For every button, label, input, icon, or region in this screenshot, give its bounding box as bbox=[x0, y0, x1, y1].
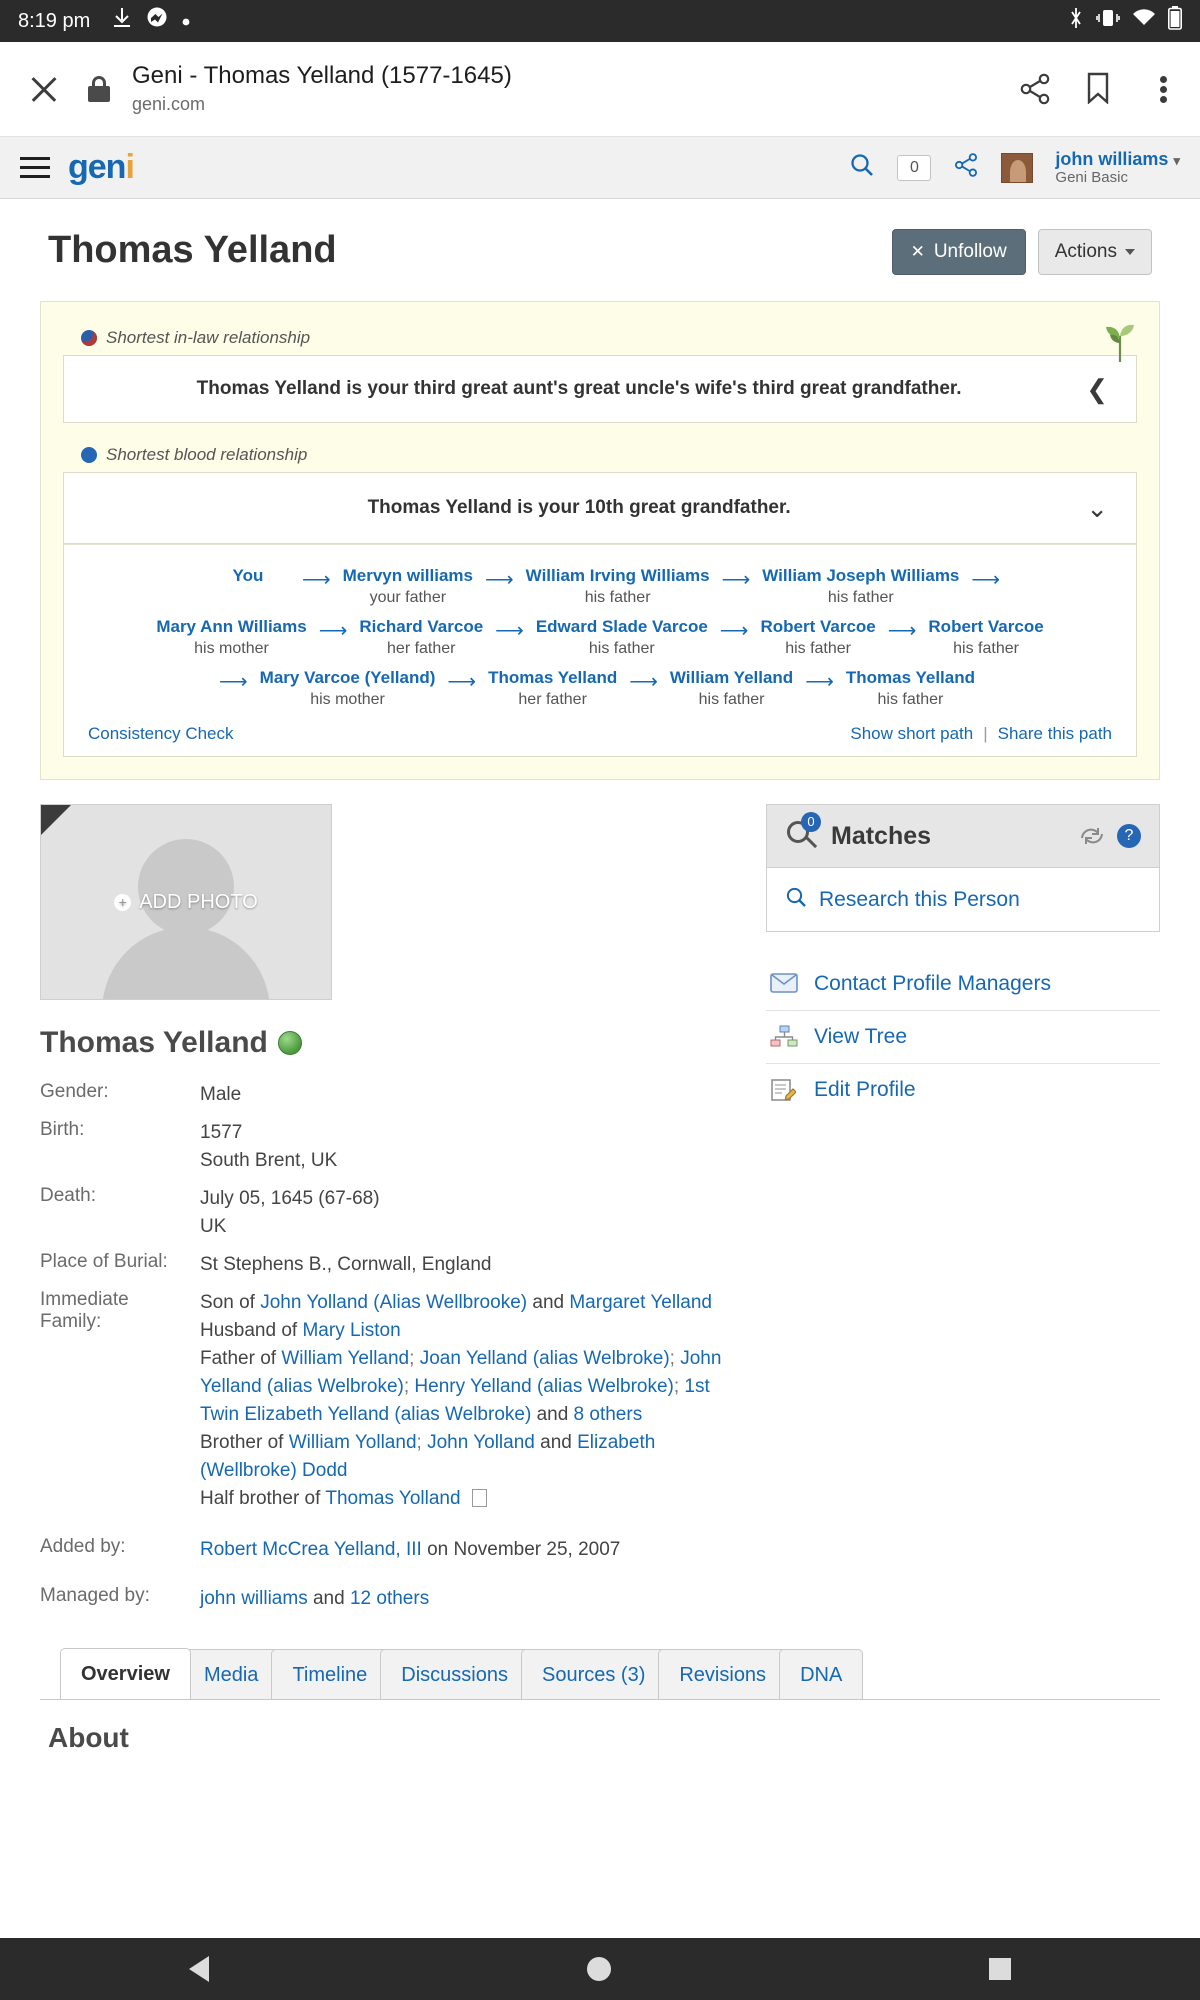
relative-link[interactable]: John Yelland (alias Welbroke) bbox=[200, 1348, 722, 1397]
view-tree-label[interactable]: View Tree bbox=[814, 1025, 907, 1048]
tree-icon bbox=[770, 1025, 798, 1049]
managed-by-label: Managed by: bbox=[40, 1585, 150, 1606]
notification-count[interactable]: 0 bbox=[897, 155, 931, 181]
matches-title: Matches bbox=[831, 821, 932, 850]
path-node[interactable]: Edward Slade Varcoe his father bbox=[535, 617, 708, 657]
edit-profile-item[interactable] bbox=[766, 1064, 1160, 1116]
search-icon bbox=[785, 886, 807, 913]
tab-discussions[interactable]: Discussions bbox=[380, 1649, 529, 1699]
tab-media[interactable]: Media bbox=[183, 1649, 279, 1699]
path-row bbox=[74, 561, 1126, 612]
edit-profile-label[interactable]: Edit Profile bbox=[814, 1078, 916, 1101]
blood-relationship-text: Thomas Yelland is your 10th great grandfather. bbox=[367, 497, 791, 518]
share-icon[interactable] bbox=[1018, 72, 1052, 106]
battery-icon bbox=[1168, 6, 1182, 36]
relative-link[interactable]: John Yolland bbox=[427, 1432, 535, 1453]
arrow-right-icon: ⟶ bbox=[887, 620, 917, 642]
path-node[interactable]: Robert Varcoe his father bbox=[928, 617, 1044, 657]
relationship-path bbox=[63, 544, 1137, 757]
search-icon bbox=[785, 814, 819, 853]
unfollow-label: Unfollow bbox=[933, 241, 1007, 262]
matches-badge: 0 bbox=[801, 812, 821, 832]
chevron-down-icon[interactable]: ⌄ bbox=[1086, 493, 1108, 523]
table-row bbox=[40, 1114, 740, 1180]
public-globe-icon bbox=[278, 1031, 302, 1055]
relative-link[interactable]: William Yelland bbox=[281, 1348, 410, 1369]
page-icon bbox=[472, 1489, 487, 1507]
right-side-links bbox=[766, 958, 1160, 1116]
consistency-check-link[interactable]: Consistency Check bbox=[88, 724, 234, 743]
tab-dna[interactable]: DNA bbox=[779, 1649, 863, 1699]
fact-label: Death: bbox=[40, 1185, 96, 1206]
added-by-label: Added by: bbox=[40, 1536, 126, 1557]
profile-page bbox=[0, 199, 1200, 1754]
table-row bbox=[40, 1569, 740, 1618]
profile-tabs bbox=[40, 1648, 1160, 1700]
relative-link[interactable]: 1st Twin Elizabeth Yelland (alias Welbroke) bbox=[200, 1376, 710, 1425]
father-of-more-link[interactable]: 8 others bbox=[573, 1404, 643, 1425]
tab-timeline[interactable]: Timeline bbox=[271, 1649, 388, 1699]
view-tree-item[interactable] bbox=[766, 1011, 1160, 1064]
chevron-left-icon[interactable]: ❮ bbox=[1086, 374, 1108, 404]
path-node[interactable]: Mary Ann Williams his mother bbox=[156, 617, 307, 657]
help-icon[interactable]: ? bbox=[1117, 824, 1141, 848]
leaf-icon bbox=[1103, 316, 1137, 362]
relative-link[interactable]: Joan Yelland (alias Welbroke) bbox=[419, 1348, 670, 1369]
fact-label: Birth: bbox=[40, 1119, 85, 1140]
path-node[interactable]: You bbox=[232, 566, 264, 585]
person-name: Thomas Yelland bbox=[40, 1026, 740, 1060]
fact-value: South Brent, UK bbox=[200, 1150, 338, 1171]
immediate-family-value bbox=[200, 1284, 740, 1518]
page-title-text: Geni - Thomas Yelland (1577-1645) bbox=[132, 62, 512, 89]
father-of-line: Father of William Yelland; Joan Yelland (alias Welbroke); John Yelland (alias Welbroke); Henry Yelland (alias Welbroke); 1st Twin Elizabeth Yelland (alias Welbroke) and 8 others bbox=[200, 1348, 722, 1425]
relative-link[interactable]: Elizabeth (Wellbroke) Dodd bbox=[200, 1432, 656, 1481]
tab-sources[interactable]: Sources (3) bbox=[521, 1649, 666, 1699]
managed-by-link[interactable]: john williams bbox=[200, 1588, 308, 1609]
user-name: john williams bbox=[1055, 148, 1169, 169]
immediate-family-label: Immediate Family: bbox=[40, 1289, 129, 1332]
tab-overview[interactable]: Overview bbox=[60, 1648, 191, 1699]
avatar[interactable] bbox=[1001, 153, 1033, 183]
managed-by-value: john williams and 12 others bbox=[200, 1588, 430, 1609]
site-header bbox=[0, 137, 1200, 199]
half-brother-of-line: Half brother of Thomas Yolland bbox=[200, 1485, 740, 1513]
arrow-right-icon: ⟶ bbox=[721, 569, 751, 591]
page-title: Thomas Yelland bbox=[48, 229, 337, 271]
divider: | bbox=[983, 724, 988, 743]
recents-icon[interactable] bbox=[989, 1958, 1011, 1980]
dot-icon bbox=[182, 10, 190, 32]
contact-profile-managers-label[interactable]: Contact Profile Managers bbox=[814, 972, 1051, 995]
table-row bbox=[40, 1284, 740, 1518]
path-node[interactable]: William Irving Williams his father bbox=[525, 566, 710, 606]
fact-value: 1577 bbox=[200, 1122, 243, 1143]
research-person-link[interactable]: Research this Person bbox=[819, 887, 1020, 911]
about-heading: About bbox=[48, 1722, 129, 1753]
added-by-link[interactable]: Robert McCrea Yelland, III bbox=[200, 1539, 422, 1560]
fact-value: July 05, 1645 (67-68) bbox=[200, 1188, 380, 1209]
actions-button[interactable] bbox=[1038, 229, 1152, 275]
brother-of-line: Brother of William Yolland; John Yolland and Elizabeth (Wellbroke) Dodd bbox=[200, 1432, 656, 1481]
arrow-right-icon: ⟶ bbox=[447, 671, 477, 693]
path-row bbox=[74, 612, 1126, 663]
arrow-right-icon: ⟶ bbox=[301, 569, 331, 591]
corner-fold-icon bbox=[41, 805, 71, 835]
close-icon[interactable] bbox=[26, 71, 62, 107]
actions-label: Actions bbox=[1054, 241, 1117, 262]
close-icon: ✕ bbox=[910, 242, 925, 261]
refresh-icon[interactable] bbox=[1079, 826, 1105, 846]
profile-photo-box[interactable] bbox=[40, 804, 332, 1000]
android-status-bar bbox=[0, 0, 1200, 42]
status-clock: 8:19 pm bbox=[18, 9, 91, 32]
unfollow-button[interactable] bbox=[892, 229, 1026, 275]
arrow-right-icon: ⟶ bbox=[971, 569, 1001, 591]
geni-logo[interactable]: geni bbox=[68, 148, 134, 186]
inlaw-relationship-text: Thomas Yelland is your third great aunt's great uncle's wife's third great grandfather. bbox=[196, 378, 962, 399]
husband-of-line: Husband of Mary Liston bbox=[200, 1320, 401, 1341]
relative-link[interactable]: Henry Yelland (alias Welbroke) bbox=[414, 1376, 674, 1397]
relative-link[interactable]: William Yolland bbox=[288, 1432, 417, 1453]
relationship-panel bbox=[40, 301, 1160, 780]
table-row bbox=[40, 1246, 740, 1284]
vibrate-icon bbox=[1096, 8, 1120, 34]
home-icon[interactable] bbox=[587, 1957, 611, 1981]
page-host-text: geni.com bbox=[132, 94, 206, 114]
bookmark-icon[interactable] bbox=[1086, 72, 1120, 106]
fact-label: Place of Burial: bbox=[40, 1251, 168, 1272]
path-node[interactable]: Robert Varcoe his father bbox=[760, 617, 876, 657]
arrow-right-icon: ⟶ bbox=[719, 620, 749, 642]
contact-profile-managers-item[interactable] bbox=[766, 958, 1160, 1011]
path-node[interactable]: Thomas Yelland his father bbox=[845, 668, 975, 708]
path-node[interactable]: Mary Varcoe (Yelland) his mother bbox=[259, 668, 436, 708]
tab-revisions[interactable]: Revisions bbox=[658, 1649, 787, 1699]
share-this-path-link[interactable]: Share this path bbox=[997, 724, 1112, 743]
add-photo-label: ADD PHOTO bbox=[139, 890, 258, 913]
inlaw-relationship-label: Shortest in-law relationship bbox=[81, 328, 1137, 348]
user-plan: Geni Basic bbox=[1055, 169, 1128, 187]
path-row bbox=[74, 663, 1126, 714]
arrow-right-icon: ⟶ bbox=[495, 620, 524, 642]
chevron-down-icon bbox=[1125, 249, 1135, 255]
fact-value: Male bbox=[200, 1084, 242, 1105]
lock-icon bbox=[88, 76, 110, 102]
managed-by-more-link[interactable]: 12 others bbox=[349, 1588, 430, 1609]
show-short-path-link[interactable]: Show short path bbox=[850, 724, 974, 743]
inlaw-relationship-card bbox=[63, 355, 1137, 423]
add-photo-button[interactable] bbox=[114, 891, 258, 914]
relative-link[interactable]: Mary Liston bbox=[302, 1320, 401, 1341]
mail-icon bbox=[770, 972, 798, 996]
son-of-line: Son of John Yolland (Alias Wellbrooke) and Margaret Yelland bbox=[200, 1292, 712, 1313]
table-row bbox=[40, 1518, 740, 1569]
fact-label: Gender: bbox=[40, 1081, 109, 1102]
path-node[interactable]: Richard Varcoe her father bbox=[359, 617, 484, 657]
messenger-icon bbox=[146, 7, 168, 35]
facts-table bbox=[40, 1076, 740, 1618]
more-options-icon[interactable] bbox=[1160, 72, 1168, 106]
search-icon[interactable] bbox=[849, 152, 875, 183]
browser-toolbar bbox=[0, 42, 1200, 137]
blood-dot-icon bbox=[81, 447, 97, 463]
path-node[interactable]: Thomas Yelland her father bbox=[488, 668, 618, 708]
relative-link[interactable]: John Yolland (Alias Wellbrooke) bbox=[260, 1292, 528, 1313]
plus-icon: + bbox=[114, 894, 131, 911]
arrow-right-icon: ⟶ bbox=[485, 569, 514, 591]
menu-icon[interactable] bbox=[20, 157, 50, 179]
wifi-icon bbox=[1132, 8, 1156, 34]
inlaw-dot-icon bbox=[81, 330, 97, 346]
share-icon[interactable] bbox=[953, 152, 979, 183]
back-icon[interactable] bbox=[189, 1956, 209, 1982]
user-menu[interactable]: john williams ▾ Geni Basic bbox=[1055, 148, 1180, 187]
url-block[interactable] bbox=[132, 61, 998, 117]
table-row bbox=[40, 1076, 740, 1114]
path-node[interactable]: William Joseph Williams his father bbox=[762, 566, 960, 606]
relative-link[interactable]: Margaret Yelland bbox=[569, 1292, 712, 1313]
arrow-right-icon: ⟶ bbox=[629, 671, 658, 693]
download-icon bbox=[112, 7, 132, 35]
relative-link[interactable]: Thomas Yolland bbox=[325, 1488, 461, 1509]
matches-card bbox=[766, 804, 1160, 932]
bluetooth-icon bbox=[1068, 7, 1084, 35]
added-by-value: Robert McCrea Yelland, III on November 25, 2007 bbox=[200, 1539, 621, 1560]
android-nav-bar bbox=[0, 1938, 1200, 2000]
table-row bbox=[40, 1180, 740, 1246]
path-node[interactable]: Mervyn williams your father bbox=[342, 566, 473, 606]
fact-value: UK bbox=[200, 1216, 227, 1237]
edit-icon bbox=[770, 1078, 798, 1102]
arrow-right-icon: ⟶ bbox=[318, 620, 348, 642]
arrow-right-icon: ⟶ bbox=[219, 671, 248, 693]
arrow-right-icon: ⟶ bbox=[805, 671, 834, 693]
path-node[interactable]: William Yelland his father bbox=[669, 668, 794, 708]
silhouette-icon bbox=[102, 839, 270, 1000]
blood-relationship-card bbox=[63, 472, 1137, 544]
fact-value: St Stephens B., Cornwall, England bbox=[200, 1254, 492, 1275]
blood-relationship-label: Shortest blood relationship bbox=[81, 445, 1137, 465]
